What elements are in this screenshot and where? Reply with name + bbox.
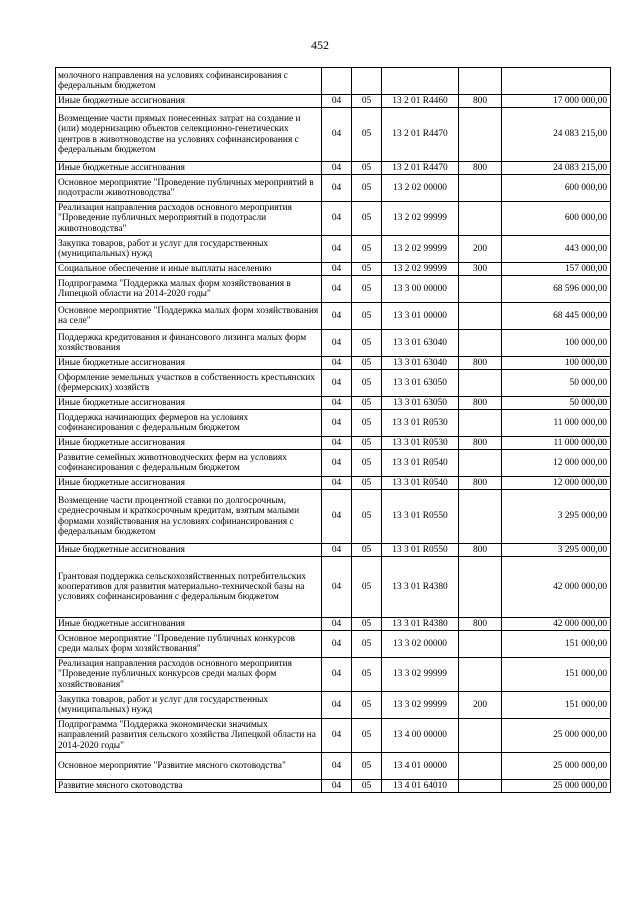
table-row [56,162,611,175]
row-name: Поддержка начинающих фермеров на условиях софинансирования с федеральным бюджетом [56,410,322,437]
row-amount: 151 000,00 [502,658,611,692]
row-subsection [352,68,382,95]
table-row [56,175,611,202]
row-amount: 151 000,00 [502,631,611,658]
table-row [56,357,611,370]
row-name: Иные бюджетные ассигнования [56,477,322,490]
row-expense-type [459,490,502,544]
row-subsection: 05 [352,370,382,397]
row-subsection: 05 [352,692,382,719]
row-target-code: 13 3 01 R0530 [382,410,459,437]
row-name: Основное мероприятие "Проведение публичных конкурсов среди малых форм хозяйствования" [56,631,322,658]
row-amount: 3 295 000,00 [502,490,611,544]
row-target-code: 13 3 00 00000 [382,276,459,303]
row-target-code: 13 3 01 R0550 [382,490,459,544]
row-target-code: 13 2 02 99999 [382,202,459,236]
row-target-code: 13 4 00 00000 [382,719,459,753]
row-expense-type [459,330,502,357]
row-name: Основное мероприятие "Поддержка малых форм хозяйствования на селе" [56,303,322,330]
row-section: 04 [322,175,352,202]
row-amount: 443 000,00 [502,236,611,263]
row-expense-type [459,276,502,303]
row-amount: 3 295 000,00 [502,544,611,557]
row-section: 04 [322,357,352,370]
row-subsection: 05 [352,202,382,236]
row-subsection: 05 [352,631,382,658]
row-target-code: 13 3 01 R4380 [382,557,459,618]
row-section: 04 [322,719,352,753]
row-section: 04 [322,202,352,236]
table-row [56,618,611,631]
table-row [56,236,611,263]
row-amount: 17 000 000,00 [502,95,611,108]
row-subsection: 05 [352,753,382,780]
row-section: 04 [322,276,352,303]
row-amount: 100 000,00 [502,330,611,357]
row-subsection: 05 [352,397,382,410]
row-name: Социальное обеспечение и иные выплаты населению [56,263,322,276]
row-target-code: 13 2 02 00000 [382,175,459,202]
row-expense-type: 800 [459,162,502,175]
row-target-code: 13 3 01 63050 [382,397,459,410]
table-row [56,397,611,410]
row-expense-type [459,658,502,692]
row-name: Основное мероприятие "Развитие мясного скотоводства" [56,753,322,780]
row-section: 04 [322,544,352,557]
row-target-code: 13 2 01 R4470 [382,108,459,162]
row-section: 04 [322,450,352,477]
table-row [56,410,611,437]
row-name: Грантовая поддержка сельскохозяйственных потребительских кооперативов для развития материально-технической базы на условиях софинансирования с федеральным бюджетом [56,557,322,618]
row-target-code: 13 4 01 64010 [382,780,459,793]
table-row [56,370,611,397]
row-subsection: 05 [352,658,382,692]
row-subsection: 05 [352,303,382,330]
row-amount: 68 445 000,00 [502,303,611,330]
row-expense-type [459,202,502,236]
table-row [56,692,611,719]
row-amount: 68 596 000,00 [502,276,611,303]
row-target-code: 13 4 01 00000 [382,753,459,780]
row-section: 04 [322,330,352,357]
row-amount [502,68,611,95]
row-expense-type: 200 [459,692,502,719]
table-row [56,95,611,108]
row-subsection: 05 [352,618,382,631]
row-section [322,68,352,95]
row-target-code: 13 3 01 R4380 [382,618,459,631]
table-row [56,544,611,557]
row-subsection: 05 [352,95,382,108]
row-section: 04 [322,95,352,108]
row-amount: 157 000,00 [502,263,611,276]
row-subsection: 05 [352,276,382,303]
row-name: Возмещение части прямых понесенных затрат на создание и (или) модернизацию объектов селекционно-генетических центров в животноводстве на условиях софинансирования с федеральным бюджетом [56,108,322,162]
row-subsection: 05 [352,719,382,753]
table-row [56,631,611,658]
row-target-code: 13 3 02 99999 [382,658,459,692]
row-expense-type: 200 [459,236,502,263]
table-row [56,330,611,357]
row-amount: 25 000 000,00 [502,719,611,753]
row-section: 04 [322,490,352,544]
row-section: 04 [322,370,352,397]
row-section: 04 [322,557,352,618]
row-name: Основное мероприятие "Проведение публичных мероприятий в подотрасли животноводства" [56,175,322,202]
row-name: Подпрограмма "Поддержка экономически значимых направлений развития сельского хозяйства Липецкой области на 2014-2020 годы" [56,719,322,753]
table-row [56,68,611,95]
row-target-code: 13 2 02 99999 [382,263,459,276]
row-subsection: 05 [352,437,382,450]
table-row [56,303,611,330]
row-target-code [382,68,459,95]
row-subsection: 05 [352,544,382,557]
row-section: 04 [322,631,352,658]
row-name: Иные бюджетные ассигнования [56,162,322,175]
row-section: 04 [322,410,352,437]
table-row [56,202,611,236]
row-amount: 12 000 000,00 [502,477,611,490]
row-target-code: 13 3 01 R0550 [382,544,459,557]
row-expense-type: 800 [459,397,502,410]
row-target-code: 13 3 02 99999 [382,692,459,719]
row-amount: 151 000,00 [502,692,611,719]
row-expense-type [459,631,502,658]
row-amount: 24 083 215,00 [502,108,611,162]
row-expense-type: 800 [459,357,502,370]
row-expense-type [459,68,502,95]
row-name: Иные бюджетные ассигнования [56,397,322,410]
row-section: 04 [322,477,352,490]
row-name: Закупка товаров, работ и услуг для государственных (муниципальных) нужд [56,692,322,719]
table-row [56,557,611,618]
row-target-code: 13 3 02 00000 [382,631,459,658]
row-target-code: 13 2 01 R4470 [382,162,459,175]
row-expense-type: 800 [459,95,502,108]
row-amount: 12 000 000,00 [502,450,611,477]
row-section: 04 [322,236,352,263]
row-subsection: 05 [352,175,382,202]
row-expense-type: 800 [459,437,502,450]
row-name: Подпрограмма "Поддержка малых форм хозяйствования в Липецкой области на 2014-2020 годы" [56,276,322,303]
row-section: 04 [322,162,352,175]
row-subsection: 05 [352,357,382,370]
row-amount: 42 000 000,00 [502,557,611,618]
row-amount: 11 000 000,00 [502,410,611,437]
table-row [56,719,611,753]
row-target-code: 13 3 01 63040 [382,357,459,370]
table-row [56,780,611,793]
table-row [56,450,611,477]
table-row [56,753,611,780]
row-target-code: 13 2 01 R4460 [382,95,459,108]
row-amount: 24 083 215,00 [502,162,611,175]
row-section: 04 [322,303,352,330]
row-section: 04 [322,692,352,719]
row-amount: 11 000 000,00 [502,437,611,450]
row-name: Иные бюджетные ассигнования [56,544,322,557]
row-name: молочного направления на условиях софинансирования с федеральным бюджетом [56,68,322,95]
row-amount: 100 000,00 [502,357,611,370]
row-amount: 600 000,00 [502,175,611,202]
row-amount: 25 000 000,00 [502,780,611,793]
row-name: Возмещение части процентной ставки по долгосрочным, среднесрочным и краткосрочным кредитам, взятым малыми формами хозяйствования на условиях софинансирования с федеральным бюджетом [56,490,322,544]
row-target-code: 13 3 01 R0540 [382,477,459,490]
table-row [56,276,611,303]
row-name: Реализация направления расходов основного мероприятия "Проведение публичных мероприятий в подотрасли животноводства" [56,202,322,236]
row-amount: 600 000,00 [502,202,611,236]
row-expense-type [459,410,502,437]
row-expense-type: 800 [459,477,502,490]
row-name: Иные бюджетные ассигнования [56,357,322,370]
row-expense-type [459,719,502,753]
table-row [56,658,611,692]
row-amount: 25 000 000,00 [502,753,611,780]
row-subsection: 05 [352,330,382,357]
row-target-code: 13 2 02 99999 [382,236,459,263]
row-expense-type: 300 [459,263,502,276]
table-row [56,490,611,544]
row-name: Иные бюджетные ассигнования [56,618,322,631]
row-expense-type [459,450,502,477]
row-expense-type [459,753,502,780]
row-amount: 50 000,00 [502,397,611,410]
row-subsection: 05 [352,557,382,618]
row-name: Реализация направления расходов основного мероприятия "Проведение публичных конкурсов среди малых форм хозяйствования" [56,658,322,692]
table-row [56,477,611,490]
row-name: Иные бюджетные ассигнования [56,437,322,450]
row-subsection: 05 [352,477,382,490]
row-name: Оформление земельных участков в собственность крестьянских (фермерских) хозяйств [56,370,322,397]
table-row [56,108,611,162]
row-amount: 42 000 000,00 [502,618,611,631]
row-target-code: 13 3 01 63040 [382,330,459,357]
row-section: 04 [322,437,352,450]
row-section: 04 [322,263,352,276]
row-section: 04 [322,397,352,410]
row-amount: 50 000,00 [502,370,611,397]
row-name: Закупка товаров, работ и услуг для государственных (муниципальных) нужд [56,236,322,263]
row-subsection: 05 [352,780,382,793]
table-row [56,437,611,450]
row-target-code: 13 3 01 63050 [382,370,459,397]
row-expense-type [459,780,502,793]
row-subsection: 05 [352,236,382,263]
row-section: 04 [322,753,352,780]
row-name: Развитие семейных животноводческих ферм на условиях софинансирования с федеральным бюджетом [56,450,322,477]
row-subsection: 05 [352,263,382,276]
row-expense-type: 800 [459,618,502,631]
row-expense-type [459,370,502,397]
row-subsection: 05 [352,108,382,162]
row-expense-type [459,557,502,618]
row-target-code: 13 3 01 R0530 [382,437,459,450]
row-expense-type: 800 [459,544,502,557]
row-section: 04 [322,780,352,793]
row-expense-type [459,175,502,202]
table-row [56,263,611,276]
row-target-code: 13 3 01 00000 [382,303,459,330]
page-number: 452 [311,38,329,52]
row-section: 04 [322,618,352,631]
row-subsection: 05 [352,450,382,477]
row-name: Поддержка кредитования и финансового лизинга малых форм хозяйствования [56,330,322,357]
row-target-code: 13 3 01 R0540 [382,450,459,477]
row-section: 04 [322,658,352,692]
row-subsection: 05 [352,410,382,437]
row-expense-type [459,108,502,162]
row-name: Иные бюджетные ассигнования [56,95,322,108]
budget-table [55,67,611,793]
row-subsection: 05 [352,490,382,544]
row-expense-type [459,303,502,330]
row-subsection: 05 [352,162,382,175]
row-name: Развитие мясного скотоводства [56,780,322,793]
row-section: 04 [322,108,352,162]
